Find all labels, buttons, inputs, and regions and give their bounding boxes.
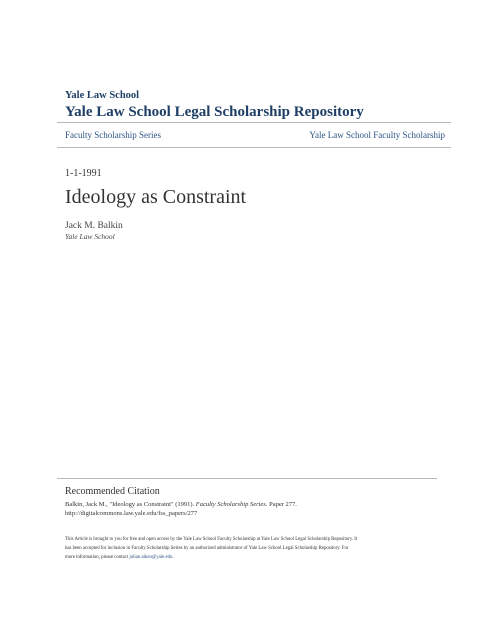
citation-divider bbox=[57, 478, 437, 479]
publication-date: 1-1-1991 bbox=[65, 168, 102, 179]
repository-header bbox=[65, 90, 451, 121]
citation-suffix: . Paper 277. bbox=[265, 501, 297, 508]
series-link[interactable]: Faculty Scholarship Series bbox=[65, 130, 161, 140]
recommended-citation-heading: Recommended Citation bbox=[65, 486, 160, 497]
author-name[interactable]: Jack M. Balkin bbox=[65, 221, 123, 231]
notice-line-2: has been accepted for inclusion in Faculty Scholarship Series by an authorized administrator of Yale Law School Legal Scholarship Repository. For bbox=[65, 546, 349, 551]
access-notice bbox=[65, 535, 445, 562]
repository-name[interactable]: Yale Law School Legal Scholarship Repository bbox=[65, 104, 364, 120]
notice-contact-suffix: . bbox=[172, 555, 174, 560]
notice-contact-prefix: more information, please contact bbox=[65, 555, 130, 560]
collection-link[interactable]: Yale Law School Faculty Scholarship bbox=[309, 130, 445, 140]
notice-line-3 bbox=[65, 553, 445, 562]
citation-line-1 bbox=[65, 500, 445, 509]
citation-prefix: Balkin, Jack M., "Ideology as Constraint" (1991). bbox=[65, 501, 196, 508]
contact-email-link[interactable]: julian.aiken@yale.edu bbox=[129, 555, 173, 560]
author-affiliation: Yale Law School bbox=[65, 232, 115, 241]
institution-name[interactable]: Yale Law School bbox=[65, 90, 140, 101]
citation-series: Faculty Scholarship Series bbox=[195, 501, 266, 508]
header-divider-bottom bbox=[57, 147, 451, 148]
citation-url[interactable]: http://digitalcommons.law.yale.edu/fss_papers/277 bbox=[65, 510, 198, 517]
header-divider-top bbox=[57, 122, 451, 123]
article-title: Ideology as Constraint bbox=[65, 186, 247, 208]
citation-text bbox=[65, 500, 445, 518]
notice-line-1: This Article is brought to you for free and open access by the Yale Law School Faculty Scholarship at Yale Law School Legal Scholarship Repository. It bbox=[65, 537, 358, 542]
